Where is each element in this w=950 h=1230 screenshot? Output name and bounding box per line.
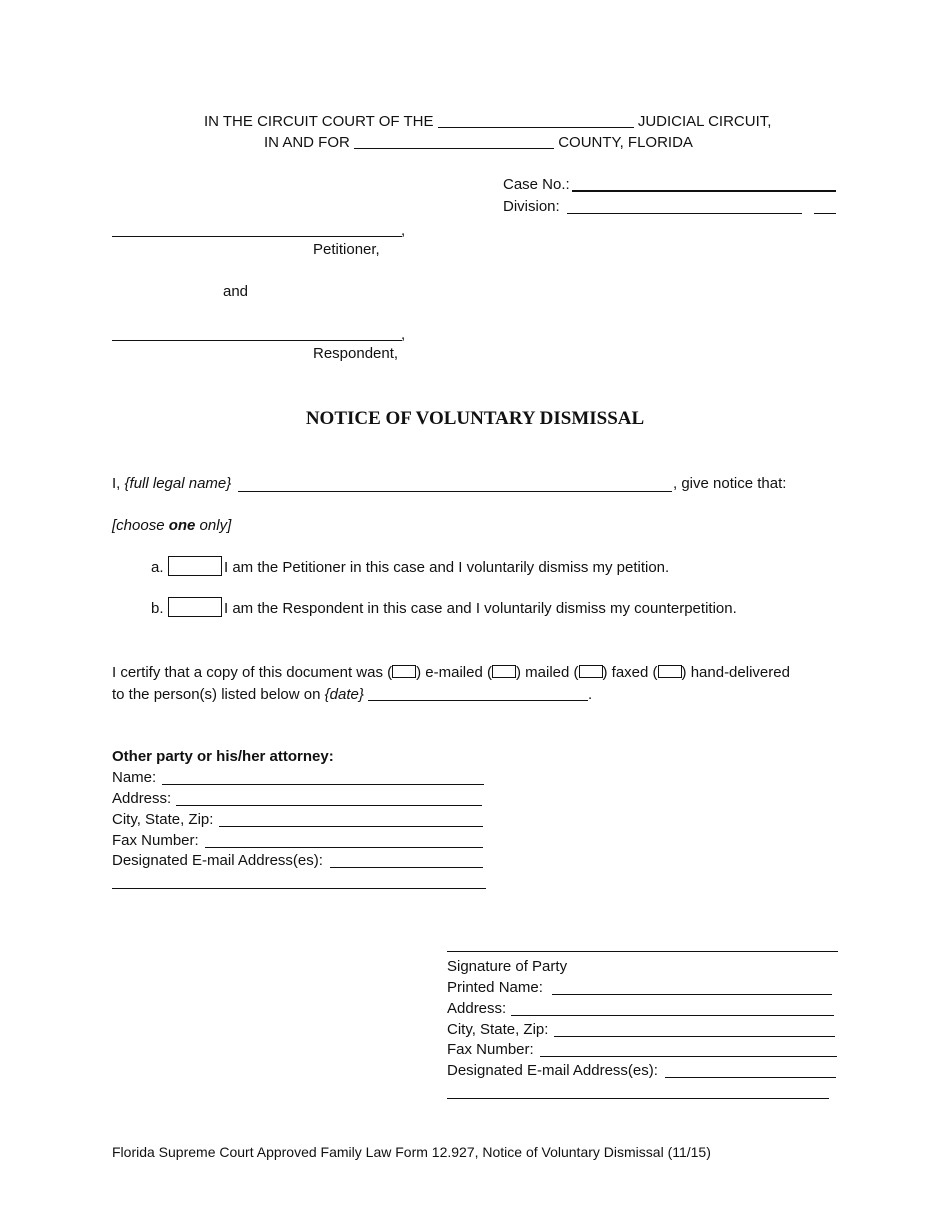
option-a-text: I am the Petitioner in this case and I voluntarily dismiss my petition. [224,559,670,576]
court-line-2-suffix: COUNTY, FLORIDA [558,134,693,151]
other-city-label: City, State, Zip: [112,811,214,828]
sig-city-field[interactable] [554,1036,835,1037]
option-a-checkbox[interactable] [168,556,222,576]
court-line-1-prefix: IN THE CIRCUIT COURT OF THE [204,113,434,130]
printed-name-field[interactable] [552,994,832,995]
mailed-label: ) mailed ( [515,664,579,681]
certify-line-2 [112,686,592,704]
document-title: NOTICE OF VOLUNTARY DISMISSAL [305,408,645,429]
sig-fax-label: Fax Number: [447,1041,534,1058]
circuit-blank[interactable] [438,113,634,128]
and-label: and [223,283,249,300]
division-label: Division: [503,198,560,215]
choose-emph: one [168,517,196,534]
option-a-letter: a. [151,559,164,576]
petitioner-name-field[interactable] [112,236,402,237]
date-field[interactable] [368,686,588,701]
signature-field[interactable] [447,951,838,952]
emailed-label: ) e-mailed ( [416,664,492,681]
hand-delivered-label: ) hand-delivered [681,664,790,681]
division-field-extra[interactable] [814,213,836,214]
other-name-field[interactable] [162,784,484,785]
court-line-1-suffix: JUDICIAL CIRCUIT, [637,113,772,130]
choose-instruction [112,517,231,535]
faxed-checkbox[interactable] [579,665,603,678]
other-name-label: Name: [112,769,157,786]
full-name-hint: {full legal name} [124,475,232,492]
option-b-checkbox[interactable] [168,597,222,617]
other-city-field[interactable] [219,826,483,827]
notice-i: I, [112,475,121,492]
county-blank[interactable] [354,134,554,149]
certify-start: I certify that a copy of this document was ( [112,664,393,681]
case-no-label: Case No.: [503,176,570,193]
other-address-label: Address: [112,790,172,807]
other-fax-label: Fax Number: [112,832,199,849]
sig-fax-field[interactable] [540,1056,837,1057]
sig-email-label: Designated E-mail Address(es): [447,1062,658,1079]
option-b-text: I am the Respondent in this case and I voluntarily dismiss my counterpetition. [224,600,737,617]
case-no-field[interactable] [572,190,836,192]
court-line-1 [204,113,771,131]
hand-delivered-checkbox[interactable] [658,665,682,678]
faxed-label: ) faxed ( [602,664,658,681]
other-address-field[interactable] [176,805,482,806]
respondent-label: Respondent, [313,345,399,362]
other-party-heading: Other party or his/her attorney: [112,748,334,765]
court-line-2-prefix: IN AND FOR [264,134,350,151]
sig-email-field-line-2[interactable] [447,1098,829,1099]
option-b-letter: b. [151,600,164,617]
court-line-2 [264,134,693,152]
choose-close: only] [195,517,232,534]
signature-label: Signature of Party [447,958,568,975]
other-email-field[interactable] [330,867,483,868]
certify-line-1 [112,664,790,682]
respondent-name-field[interactable] [112,340,402,341]
division-field[interactable] [567,213,802,214]
emailed-checkbox[interactable] [392,665,416,678]
certify-period: . [588,686,593,703]
sig-address-field[interactable] [511,1015,834,1016]
printed-name-label: Printed Name: [447,979,543,996]
date-hint: {date} [324,686,364,703]
petitioner-label: Petitioner, [313,241,380,258]
form-footer: Florida Supreme Court Approved Family Law Form 12.927, Notice of Voluntary Dismissal (11/15) [112,1144,711,1160]
notice-suffix: , give notice that: [673,475,787,492]
other-fax-field[interactable] [205,847,483,848]
other-email-field-line-2[interactable] [112,888,486,889]
certify-line-2-prefix: to the person(s) listed below on [112,686,321,703]
other-email-label: Designated E-mail Address(es): [112,852,323,869]
respondent-comma: , [401,326,406,343]
choose-open: [choose [112,517,169,534]
sig-city-label: City, State, Zip: [447,1021,549,1038]
petitioner-comma: , [401,222,406,239]
sig-address-label: Address: [447,1000,507,1017]
sig-email-field[interactable] [665,1077,836,1078]
notice-prefix [112,475,231,493]
full-legal-name-field[interactable] [238,491,672,492]
mailed-checkbox[interactable] [492,665,516,678]
